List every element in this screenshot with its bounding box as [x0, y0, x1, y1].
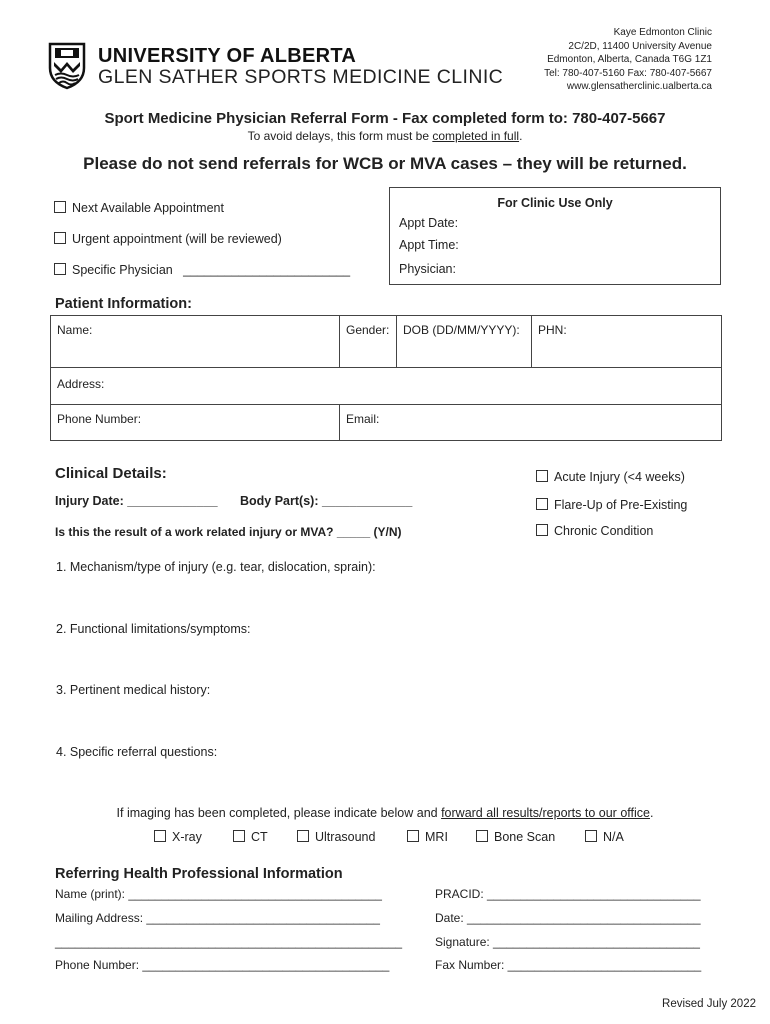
checkbox[interactable]: [476, 830, 488, 842]
referrer-phone-field[interactable]: Phone Number: _____________________________________: [55, 958, 390, 972]
referrer-heading: Referring Health Professional Information: [55, 866, 343, 882]
option-label: MRI: [425, 830, 448, 844]
subtitle-emphasis: completed in full: [432, 129, 520, 143]
imaging-mri-option[interactable]: [407, 830, 448, 844]
prompt-text: If imaging has been completed, please indicate below and: [116, 806, 442, 820]
phone-number-field[interactable]: [50, 404, 340, 441]
subtitle-text: To avoid delays, this form must be: [247, 129, 433, 143]
option-label: X-ray: [172, 830, 202, 844]
university-name: UNIVERSITY OF ALBERTA: [98, 45, 357, 67]
website-line: www.glensatherclinic.ualberta.ca: [566, 81, 712, 92]
question-referral: 4. Specific referral questions:: [56, 745, 218, 759]
physician-label: Physician:: [399, 262, 456, 276]
email-field[interactable]: [339, 404, 722, 441]
question-mechanism: 1. Mechanism/type of injury (e.g. tear, dislocation, sprain):: [56, 560, 376, 574]
next-available-option[interactable]: [54, 201, 224, 215]
form-subtitle: [0, 129, 770, 143]
phn-field[interactable]: [531, 315, 722, 368]
imaging-ct-option[interactable]: [233, 830, 268, 844]
injury-date-field[interactable]: Injury Date: _____________: [55, 494, 218, 508]
appt-time-label: Appt Time:: [399, 238, 459, 252]
patient-info-heading: Patient Information:: [55, 296, 192, 312]
checkbox[interactable]: [54, 263, 66, 275]
work-related-question[interactable]: Is this the result of a work related injury or MVA? _____ (Y/N): [55, 525, 402, 539]
flare-up-option[interactable]: [536, 498, 687, 512]
clinic-use-title: For Clinic Use Only: [497, 196, 613, 210]
fax-number-field[interactable]: Fax Number: _____________________________: [435, 958, 702, 972]
option-label: Bone Scan: [494, 830, 556, 844]
urgent-option[interactable]: [54, 232, 282, 246]
checkbox[interactable]: [536, 498, 548, 510]
specific-physician-option[interactable]: [54, 263, 350, 277]
referrer-name-field[interactable]: Name (print): ______________________________________: [55, 887, 382, 901]
option-label: CT: [251, 830, 268, 844]
checkbox[interactable]: [585, 830, 597, 842]
field-label: Email:: [346, 412, 380, 426]
clinic-name: GLEN SATHER SPORTS MEDICINE CLINIC: [98, 66, 504, 88]
subtitle-end: .: [519, 129, 523, 143]
checkbox[interactable]: [154, 830, 166, 842]
referrer-address-line2[interactable]: ____________________________________________________: [55, 935, 403, 949]
appt-date-label: Appt Date:: [399, 216, 459, 230]
referrer-address-field[interactable]: Mailing Address: ___________________________________: [55, 911, 380, 925]
field-label: Name:: [57, 323, 93, 337]
dob-field[interactable]: [396, 315, 532, 368]
checkbox[interactable]: [297, 830, 309, 842]
specific-physician-blank[interactable]: ________________________: [183, 263, 351, 277]
phone-fax-line: Tel: 780-407-5160 Fax: 780-407-5667: [544, 67, 712, 79]
address-field[interactable]: [50, 367, 722, 405]
chronic-condition-option[interactable]: [536, 524, 653, 538]
clinic-address-block: [544, 26, 712, 94]
option-label: Next Available Appointment: [72, 201, 224, 215]
option-label: Chronic Condition: [554, 524, 654, 538]
date-field[interactable]: Date: ___________________________________: [435, 911, 701, 925]
question-medical-history: 3. Pertinent medical history:: [56, 683, 211, 697]
option-label: Ultrasound: [315, 830, 376, 844]
option-label: Acute Injury (<4 weeks): [554, 470, 685, 484]
clinic-use-box: [389, 187, 721, 285]
warning-notice: Please do not send referrals for WCB or MVA cases – they will be returned.: [83, 154, 687, 173]
prompt-end: .: [649, 806, 654, 820]
checkbox[interactable]: [233, 830, 245, 842]
field-label: Address:: [57, 377, 105, 391]
address-line: Kaye Edmonton Clinic: [613, 27, 712, 38]
university-crest-logo: [48, 42, 86, 90]
imaging-prompt: [0, 806, 770, 820]
option-label: Urgent appointment (will be reviewed): [72, 232, 282, 246]
form-title: Sport Medicine Physician Referral Form - Fax completed form to: 780-407-5667: [104, 110, 666, 127]
acute-injury-option[interactable]: [536, 470, 685, 484]
patient-name-field[interactable]: [50, 315, 340, 368]
checkbox[interactable]: [536, 524, 548, 536]
option-label: N/A: [603, 830, 624, 844]
prompt-emphasis: forward all results/reports to our office: [441, 806, 650, 820]
field-label: DOB (DD/MM/YYYY):: [403, 323, 520, 337]
address-line: 2C/2D, 11400 University Avenue: [568, 40, 712, 52]
field-label: Gender:: [346, 323, 390, 337]
checkbox[interactable]: [54, 201, 66, 213]
body-parts-field[interactable]: Body Part(s): _____________: [240, 494, 413, 508]
checkbox[interactable]: [54, 232, 66, 244]
imaging-bone-scan-option[interactable]: [476, 830, 555, 844]
signature-field[interactable]: Signature: _______________________________: [435, 935, 700, 949]
gender-field[interactable]: [339, 315, 397, 368]
address-line: Edmonton, Alberta, Canada T6G 1Z1: [547, 54, 712, 65]
revision-date: Revised July 2022: [662, 998, 756, 1010]
imaging-na-option[interactable]: [585, 830, 624, 844]
option-label: Flare-Up of Pre-Existing: [554, 498, 688, 512]
checkbox[interactable]: [536, 470, 548, 482]
question-functional-limitations: 2. Functional limitations/symptoms:: [56, 622, 251, 636]
imaging-ultrasound-option[interactable]: [297, 830, 375, 844]
clinical-details-heading: Clinical Details:: [55, 465, 167, 482]
checkbox[interactable]: [407, 830, 419, 842]
pracid-field[interactable]: PRACID: ________________________________: [435, 887, 701, 901]
field-label: PHN:: [538, 323, 567, 337]
field-label: Phone Number:: [57, 412, 142, 426]
imaging-xray-option[interactable]: [154, 830, 202, 844]
option-label: Specific Physician: [72, 263, 173, 277]
